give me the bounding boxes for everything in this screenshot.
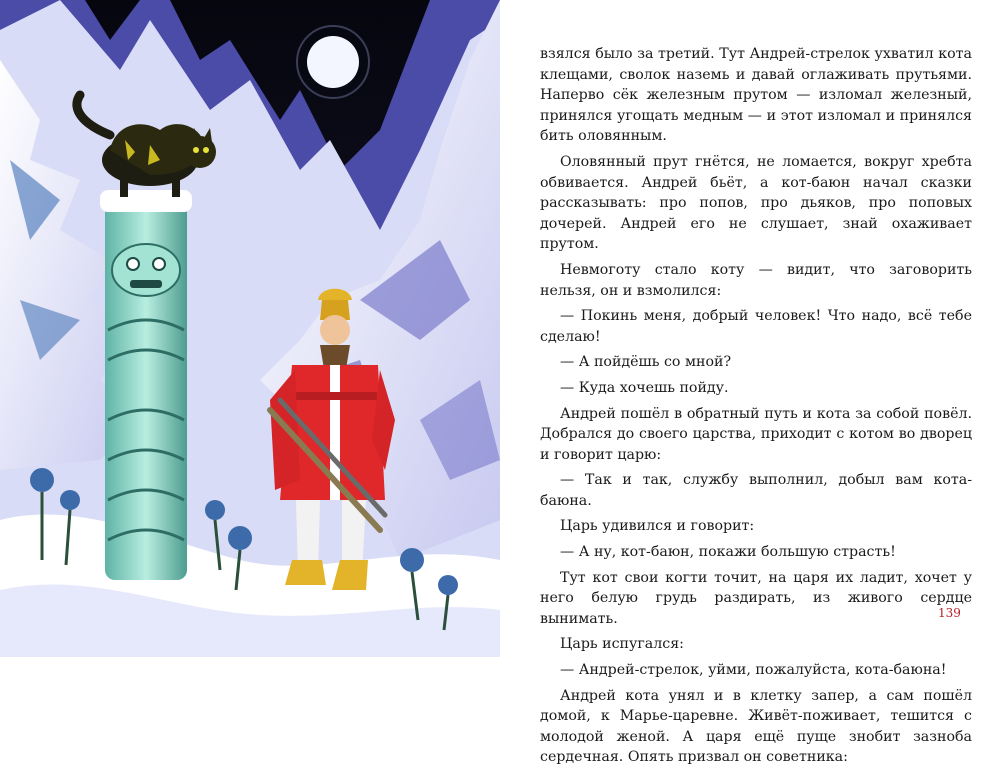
paragraph: Царь удивился и говорит: [560, 518, 755, 535]
paragraph: — А пойдёшь со мной? [560, 354, 732, 371]
paragraph: — А ну, кот-баюн, покажи большую страсть! [560, 544, 896, 561]
fairy-tale-illustration [0, 0, 500, 657]
carved-pillar [100, 190, 192, 580]
paragraph: Оловянный прут гнётся, не ломается, вокруг хребта обвивается. Андрей бьёт, а кот-баюн начал сказки рассказывать: про попов, про дьяков, про поповых дочерей. Андрей его не слушает, знай охаживает прутом. [540, 153, 972, 253]
paragraph: — Куда хочешь пойду. [560, 379, 729, 396]
paragraph: Тут кот свои когти точит, на царя их ладит, хочет у него белую грудь раздирать, из живого сердце вынимать. [540, 569, 972, 627]
paragraph: Царь испугался: [560, 636, 684, 653]
paragraph: — Покинь меня, добрый человек! Что надо, всё тебе сделаю! [540, 308, 972, 345]
page-number: 139 [938, 606, 961, 620]
paragraph: — Так и так, службу выполнил, добыл вам кота-баюна. [540, 472, 972, 509]
paragraph: Андрей кота унял и в клетку запер, а сам пошёл домой, к Марье-царевне. Живёт-поживает, тешится с молодой женой. А царя ещё пуще знобит зазноба сердечная. Опять призвал он советника: [540, 687, 972, 766]
story-text [540, 44, 972, 773]
paragraph: взялся было за третий. Тут Андрей-стрелок ухватил кота клещами, сволок наземь и давай оглаживать прутьями. Наперво сёк железным прутом — изломал железный, принялся угощать медным — и этот изломал и принялся бить оловянным. [540, 46, 972, 145]
paragraph: Андрей пошёл в обратный путь и кота за собой повёл. Добрался до своего царства, приходит с котом во дворец и говорит царю: [540, 405, 972, 463]
moon [307, 36, 359, 88]
paragraph: — Андрей-стрелок, уйми, пожалуйста, кота-баюна! [560, 662, 947, 679]
paragraph: Невмоготу стало коту — видит, что заговорить нельзя, он и взмолился: [540, 261, 972, 299]
